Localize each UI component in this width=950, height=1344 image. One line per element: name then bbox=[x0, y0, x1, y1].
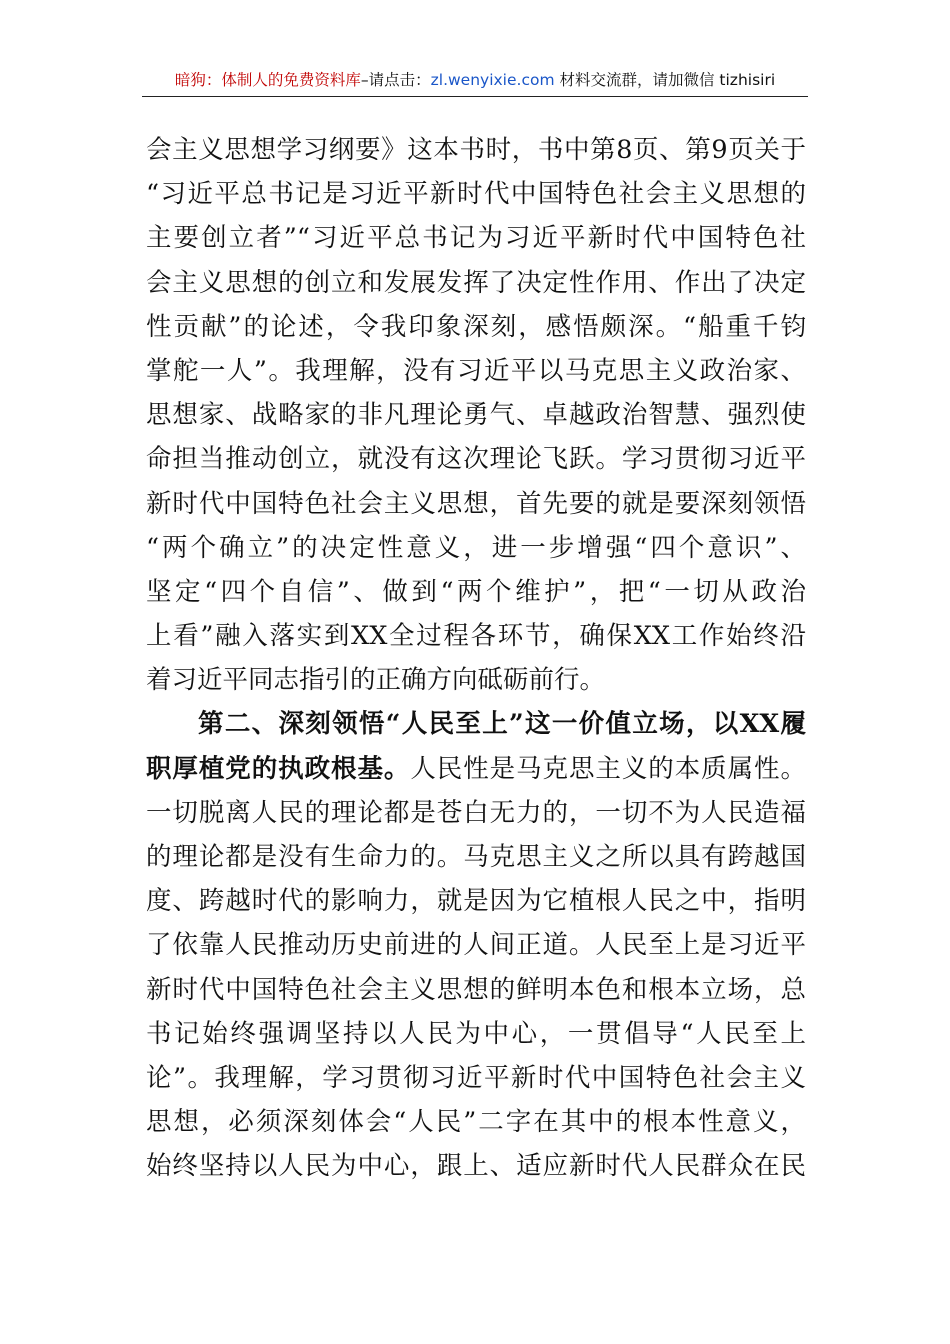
header-site-label: 暗狗：体制人的免费资料库 bbox=[174, 71, 361, 89]
paragraph-1 bbox=[146, 128, 806, 702]
text-line: 主要创立者”“习近平总书记为习近平新时代中国特色社 bbox=[146, 223, 806, 254]
text-line: “习近平总书记是习近平新时代中国特色社会主义思想的 bbox=[146, 179, 806, 210]
text-line: 掌舵一人”。我理解，没有习近平以马克思主义政治家、 bbox=[146, 355, 806, 386]
page-header bbox=[142, 66, 808, 97]
header-click-prefix: –请点击： bbox=[360, 71, 431, 89]
text-line: 一切脱离人民的理论都是苍白无力的，一切不为人民造福 bbox=[146, 797, 806, 828]
text-line: 思想家、战略家的非凡理论勇气、卓越政治智慧、强烈使 bbox=[146, 400, 806, 431]
text-line: 书记始终强调坚持以人民为中心，一贯倡导“人民至上 bbox=[146, 1018, 806, 1049]
document-body bbox=[146, 128, 806, 1189]
text-line: 会主义思想学习纲要》这本书时，书中第8页、第9页关于 bbox=[146, 135, 806, 165]
text-line: 思想，必须深刻体会“人民”二字在其中的根本性意义， bbox=[146, 1107, 806, 1138]
header-group-text: 材料交流群，请加微信 tizhisiri bbox=[559, 71, 776, 89]
text-line: 会主义思想的创立和发展发挥了决定性作用、作出了决定 bbox=[146, 267, 806, 298]
text-line: 性贡献”的论述，令我印象深刻，感悟颇深。“船重千钧 bbox=[146, 311, 806, 342]
section-heading-line: 第二、深刻领悟“人民至上”这一价值立场，以XX履 bbox=[198, 709, 806, 740]
text-line: 的理论都是没有生命力的。马克思主义之所以具有跨越国 bbox=[146, 842, 806, 872]
text-line: 上看”融入落实到XX全过程各环节，确保XX工作始终沿 bbox=[146, 621, 806, 652]
text-line: 度、跨越时代的影响力，就是因为它植根人民之中，指明 bbox=[146, 886, 806, 917]
text-line: 新时代中国特色社会主义思想，首先要的就是要深刻领悟 bbox=[146, 488, 806, 519]
header-url-link[interactable]: zl.wenyixie.com bbox=[430, 71, 555, 89]
text-fragment: 人民性是马克思主义的本质属性。 bbox=[410, 753, 806, 784]
text-line: 新时代中国特色社会主义思想的鲜明本色和根本立场，总 bbox=[146, 974, 806, 1005]
text-line: 着习近平同志指引的正确方向砥砺前行。 bbox=[146, 665, 606, 696]
text-line-mixed bbox=[146, 747, 806, 791]
text-line: 坚定“四个自信”、做到“两个维护”，把“一切从政治 bbox=[146, 576, 806, 607]
text-line: 论”。我理解，学习贯彻习近平新时代中国特色社会主义 bbox=[146, 1062, 806, 1093]
text-line: 始终坚持以人民为中心，跟上、适应新时代人民群众在民 bbox=[146, 1151, 806, 1182]
paragraph-2 bbox=[146, 702, 806, 1188]
text-line: 了依靠人民推动历史前进的人间正道。人民至上是习近平 bbox=[146, 930, 806, 961]
text-line: “两个确立”的决定性意义，进一步增强“四个意识”、 bbox=[146, 532, 806, 563]
section-heading-tail: 职厚植党的执政根基。 bbox=[146, 753, 411, 784]
text-line: 命担当推动创立，就没有这次理论飞跃。学习贯彻习近平 bbox=[146, 444, 806, 475]
